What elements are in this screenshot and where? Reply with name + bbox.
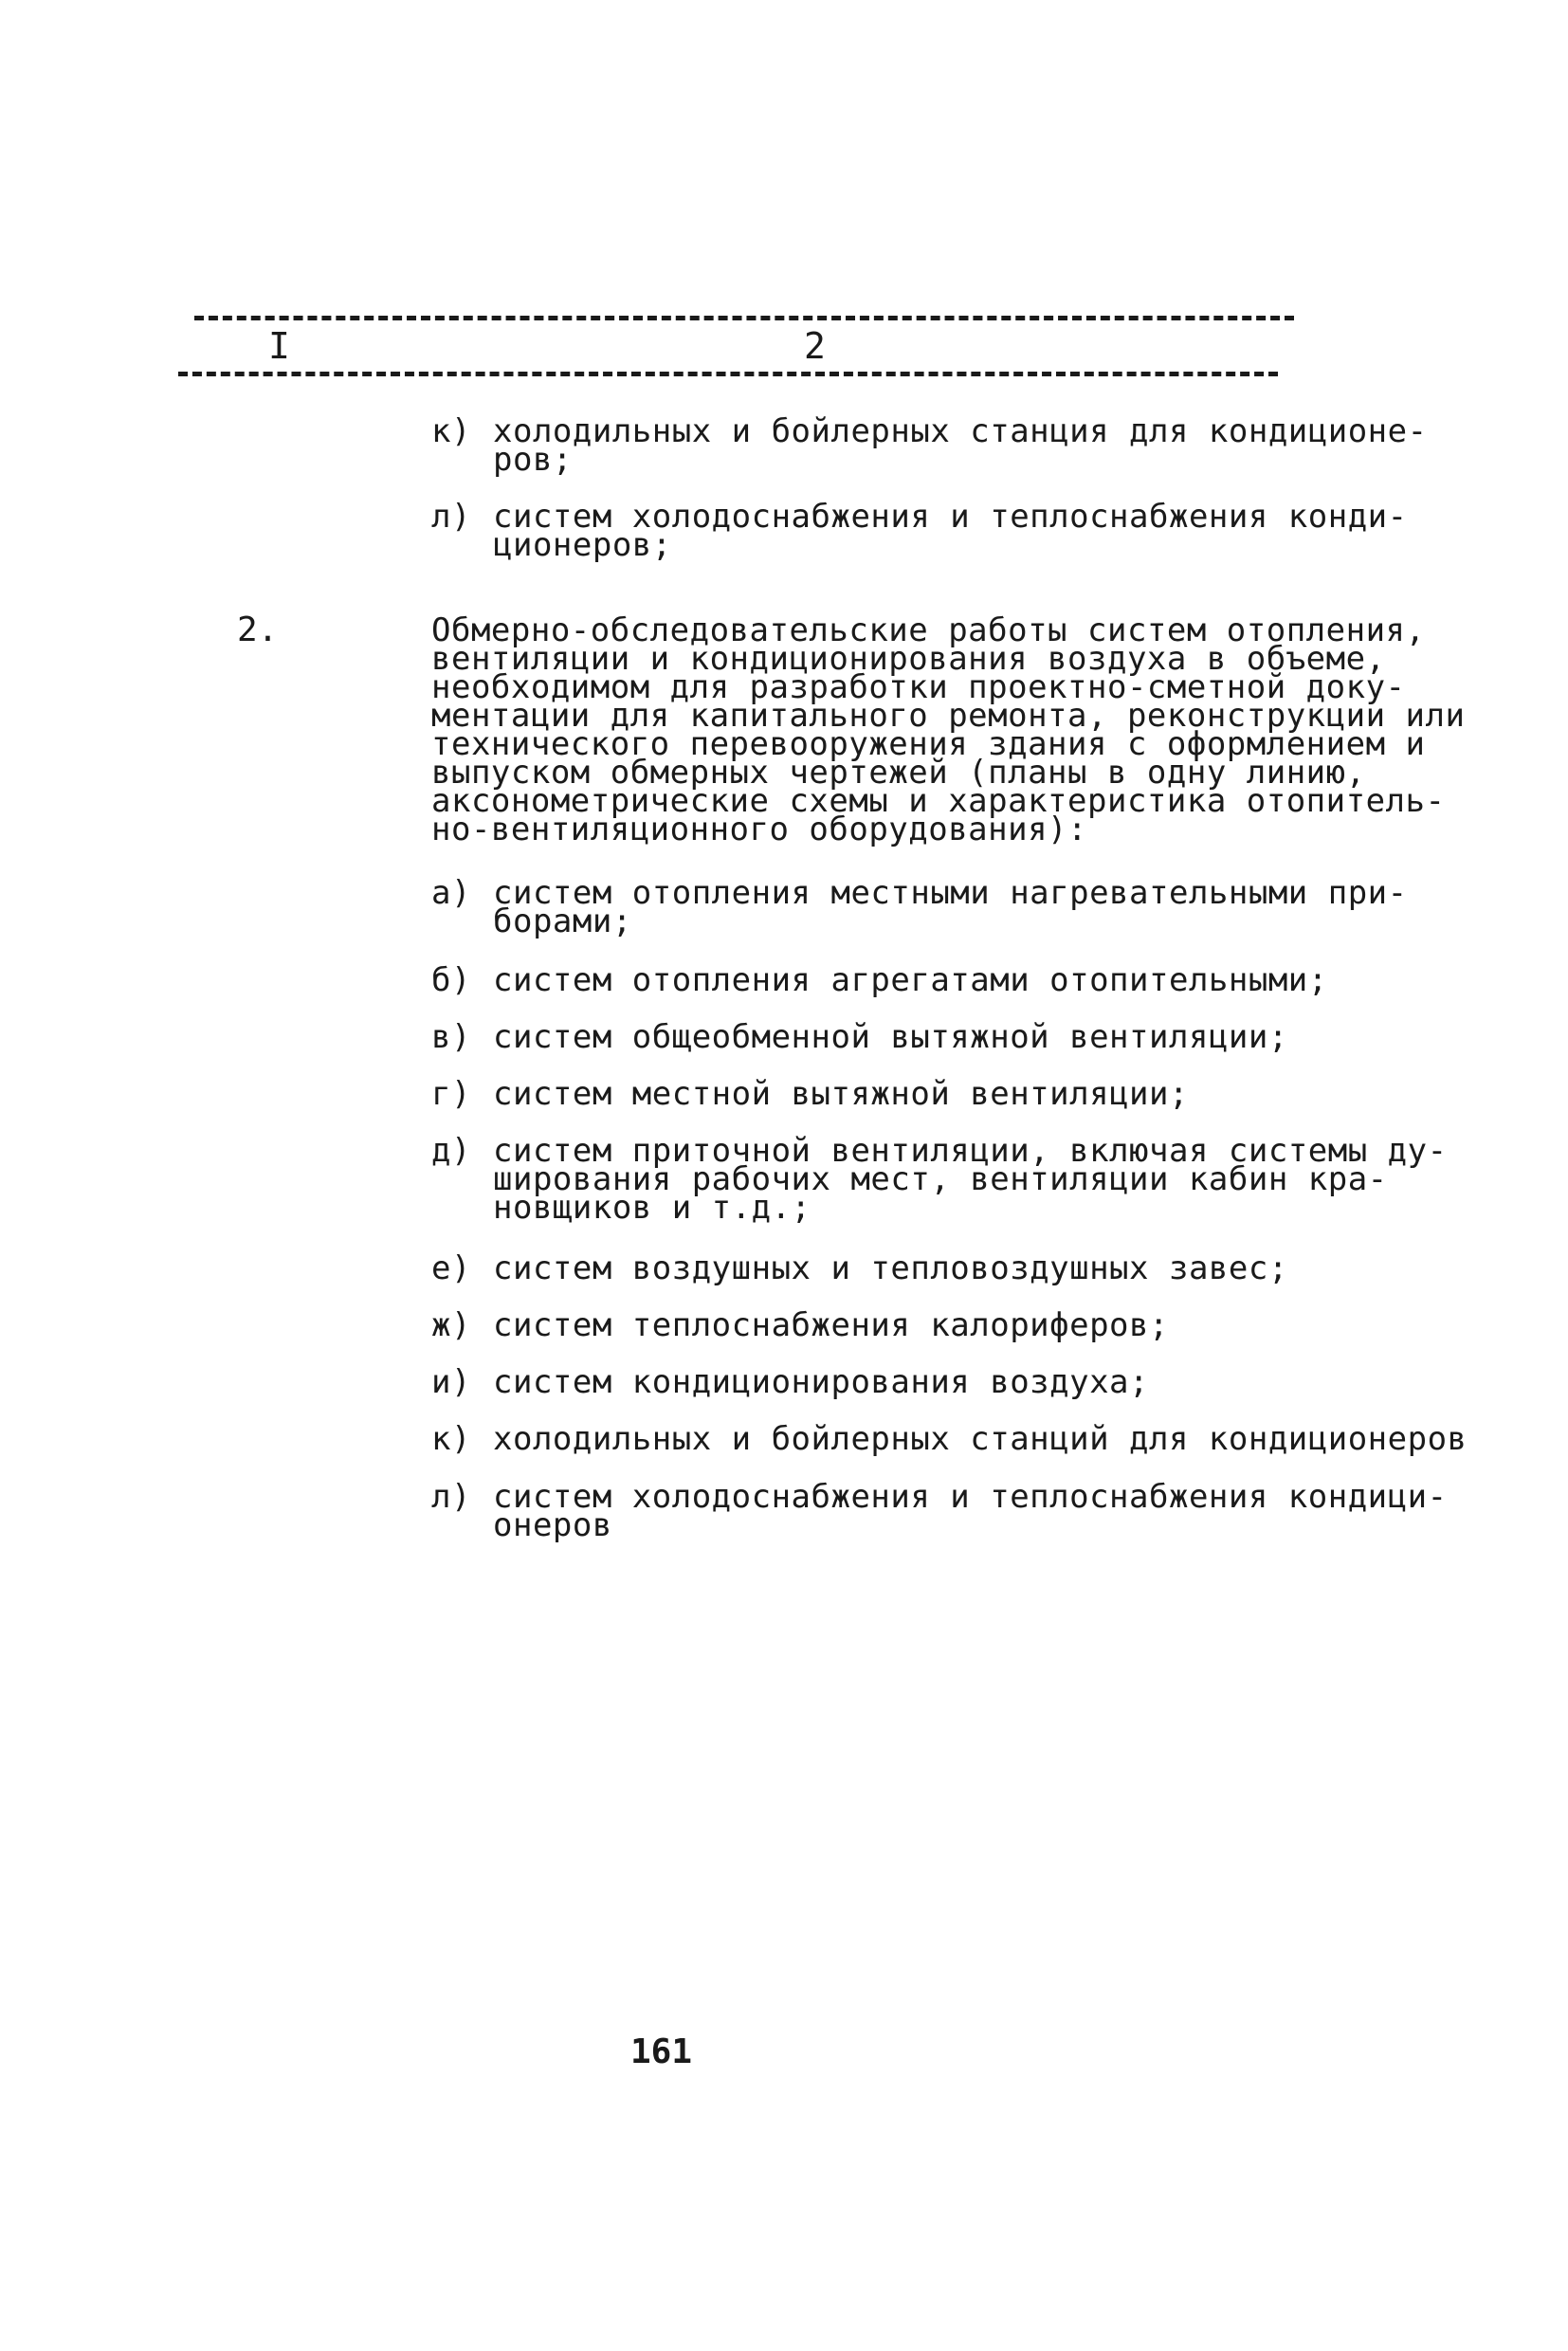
list-item bbox=[431, 1132, 1448, 1250]
item-text: систем местной вытяжной вентиляции; bbox=[493, 1075, 1189, 1113]
column-header-2: 2 bbox=[804, 325, 826, 367]
item-text: систем теплоснабжения калориферов; bbox=[493, 1306, 1169, 1344]
item-marker: а) bbox=[431, 874, 471, 912]
item-marker: д) bbox=[431, 1132, 471, 1170]
column-header-1: I bbox=[268, 325, 290, 367]
item-text: систем отопления местными нагревательными при- борами; bbox=[493, 874, 1408, 940]
item-marker: к) bbox=[431, 1420, 471, 1458]
item-text: систем кондиционирования воздуха; bbox=[493, 1363, 1150, 1401]
item-text: систем холодоснабжения и теплоснабжения кондици- онеров bbox=[493, 1478, 1448, 1544]
item-text: систем общеобменной вытяжной вентиляции; bbox=[493, 1018, 1288, 1056]
item-text: систем холодоснабжения и теплоснабжения конди- ционеров; bbox=[493, 498, 1408, 564]
item-text: систем отопления агрегатами отопительными; bbox=[493, 961, 1328, 999]
item-marker: в) bbox=[431, 1018, 471, 1056]
item-marker: б) bbox=[431, 961, 471, 999]
item-marker: л) bbox=[431, 498, 471, 536]
item-marker: г) bbox=[431, 1075, 471, 1113]
header-bottom-rule bbox=[178, 372, 1278, 376]
item-text: холодильных и бойлерных станций для кондиционеров bbox=[493, 1420, 1468, 1458]
section-paragraph: Обмерно-обследовательские работы систем отопления, вентиляции и кондиционирования воздуха в объеме, необходимом для разработки проектно-сметной доку- ментации для капитального ремонта, реконструкции или технического перевооружения здания с оформлением и выпуском обмерных чертежей (планы в одну линию, аксонометрические схемы и характеристика отопитель- но-вентиляционного оборудования): bbox=[431, 611, 1466, 848]
item-marker: е) bbox=[431, 1249, 471, 1287]
item-marker: л) bbox=[431, 1478, 471, 1516]
header-top-rule bbox=[194, 316, 1294, 320]
item-marker: и) bbox=[431, 1363, 471, 1401]
item-text: систем воздушных и тепловоздушных завес; bbox=[493, 1249, 1288, 1287]
item-text: холодильных и бойлерных станция для кондиционе- ров; bbox=[493, 412, 1428, 479]
item-marker: к) bbox=[431, 412, 471, 450]
list-item bbox=[431, 498, 1408, 616]
item-text: систем приточной вентиляции, включая системы ду- ширования рабочих мест, вентиляции кабин кра- новщиков и т.д.; bbox=[493, 1132, 1448, 1227]
item-marker: ж) bbox=[431, 1306, 471, 1344]
list-item bbox=[431, 1478, 1448, 1596]
section-number: 2. bbox=[237, 611, 279, 649]
page-number: 161 bbox=[630, 2032, 693, 2071]
